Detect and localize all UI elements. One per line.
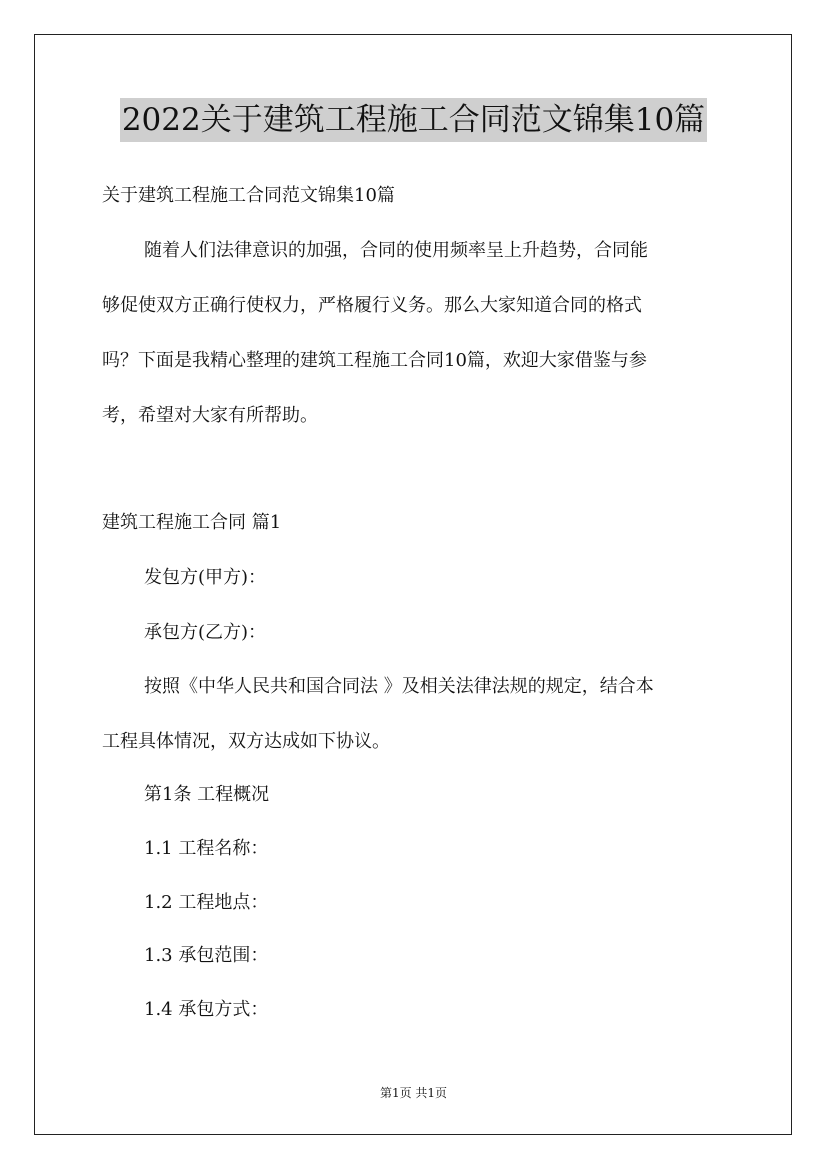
intro-line-1: 随着人们法律意识的加强，合同的使用频率呈上升趋势，合同能 bbox=[144, 240, 648, 261]
document-subtitle: 关于建筑工程施工合同范文锦集10篇 bbox=[102, 185, 395, 206]
page-footer: 第1页 共1页 bbox=[379, 1086, 448, 1100]
item-1-2: 1.2 工程地点： bbox=[144, 892, 269, 913]
section-heading: 建筑工程施工合同 篇1 bbox=[102, 512, 282, 533]
party-a-line: 发包方(甲方)： bbox=[144, 567, 267, 588]
party-b-line: 承包方(乙方)： bbox=[144, 622, 267, 643]
basis-line-1: 按照《中华人民共和国合同法 》及相关法律法规的规定，结合本 bbox=[144, 676, 654, 697]
title-container bbox=[0, 98, 827, 142]
intro-line-2: 够促使双方正确行使权力，严格履行义务。那么大家知道合同的格式 bbox=[102, 295, 642, 316]
article-1-heading: 第1条 工程概况 bbox=[144, 784, 270, 805]
item-1-3: 1.3 承包范围： bbox=[144, 945, 269, 966]
intro-line-3: 吗？下面是我精心整理的建筑工程施工合同10篇，欢迎大家借鉴与参 bbox=[102, 350, 647, 371]
item-1-4: 1.4 承包方式： bbox=[144, 999, 269, 1020]
document-title: 2022关于建筑工程施工合同范文锦集10篇 bbox=[120, 98, 707, 142]
intro-line-4: 考，希望对大家有所帮助。 bbox=[102, 405, 318, 426]
basis-line-2: 工程具体情况，双方达成如下协议。 bbox=[102, 731, 390, 752]
item-1-1: 1.1 工程名称： bbox=[144, 838, 269, 859]
